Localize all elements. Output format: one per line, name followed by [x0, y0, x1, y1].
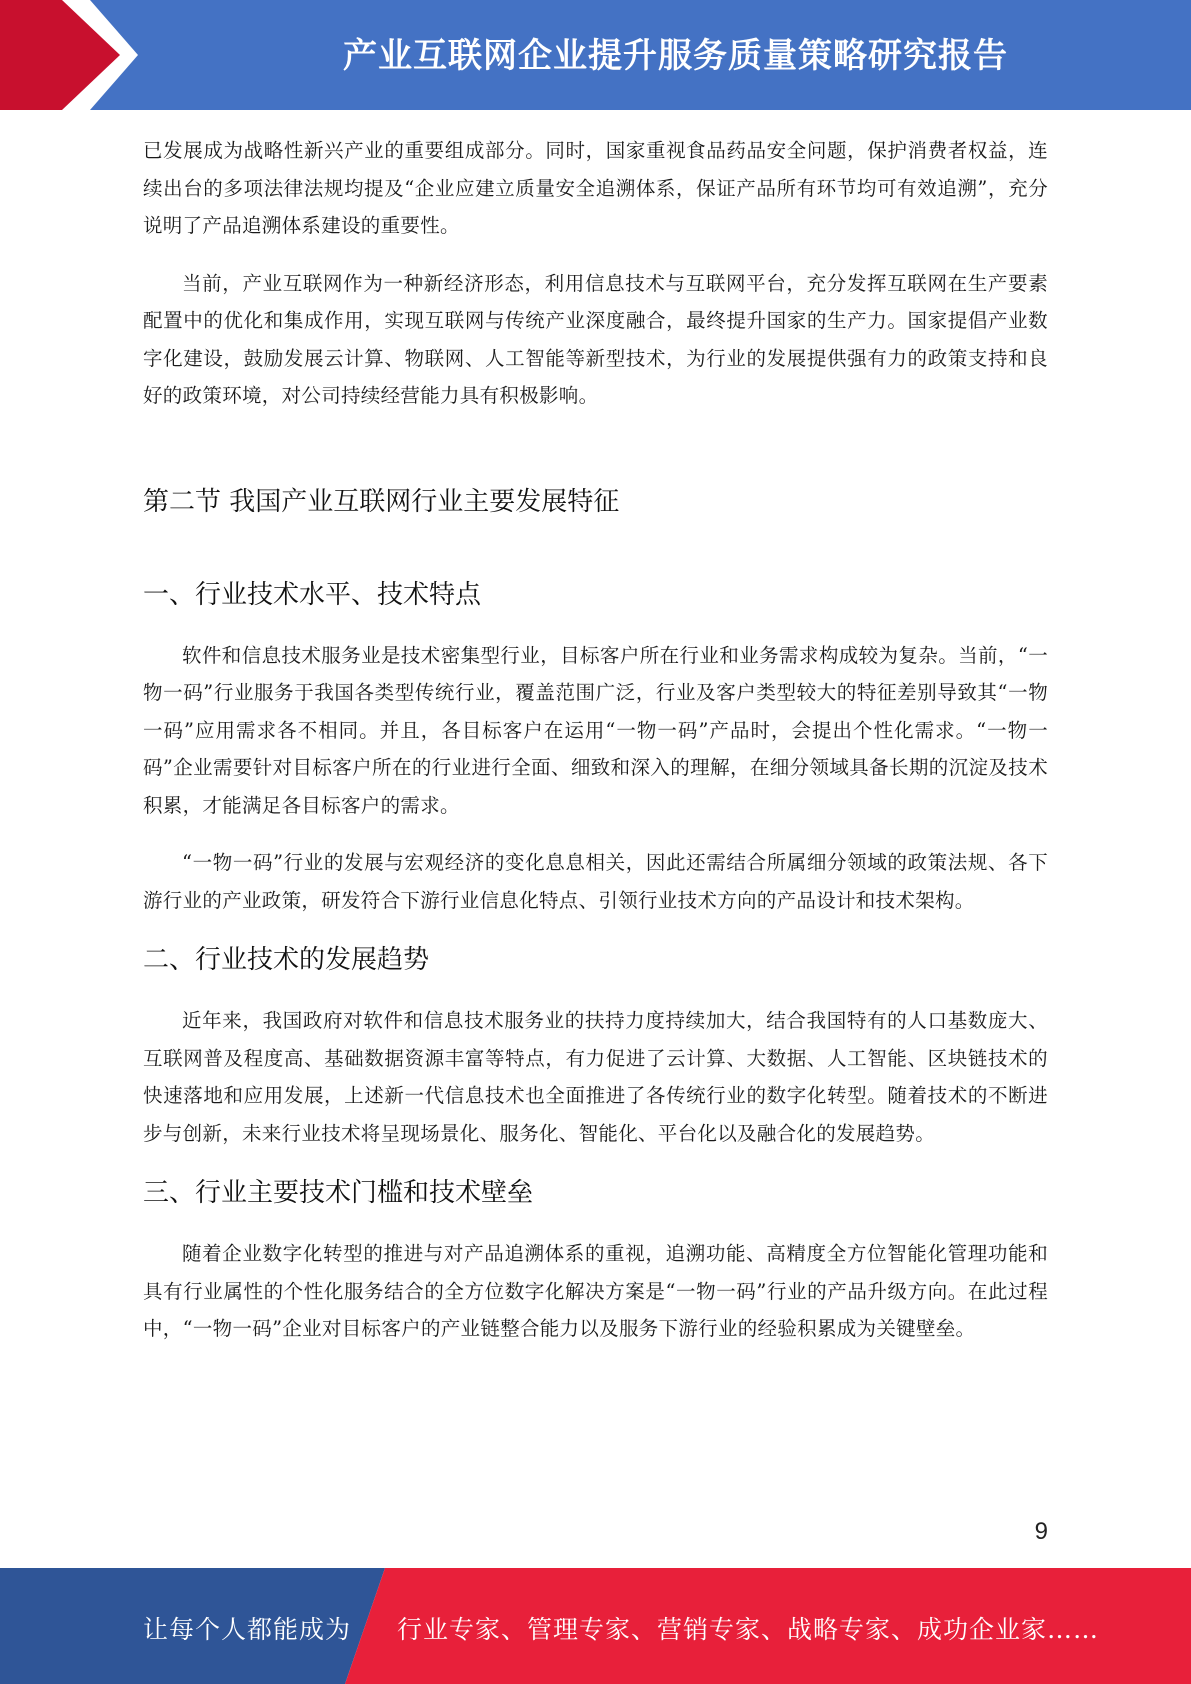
subsection-title-3: 三、行业主要技术门槛和技术壁垒	[143, 1178, 534, 1208]
page-footer	[0, 1568, 1191, 1684]
subsection-title-2: 二、行业技术的发展趋势	[143, 945, 430, 975]
footer-slogan-right: 行业专家、管理专家、营销专家、战略专家、成功企业家……	[397, 1615, 1100, 1644]
page-number: 9	[1034, 1518, 1048, 1545]
paragraph-intro-2: 当前，产业互联网作为一种新经济形态，利用信息技术与互联网平台，充分发挥互联网在生产要素配置中的优化和集成作用，实现互联网与传统产业深度融合，最终提升国家的生产力。国家提倡产业数字化建设，鼓励发展云计算、物联网、人工智能等新型技术，为行业的发展提供强有力的政策支持和良好的政策环境，对公司持续经营能力具有积极影响。	[143, 271, 1048, 407]
paragraph-intro-1: 已发展成为战略性新兴产业的重要组成部分。同时，国家重视食品药品安全问题，保护消费者权益，连续出台的多项法律法规均提及“企业应建立质量安全追溯体系，保证产品所有环节均可有效追溯”，充分说明了产品追溯体系建设的重要性。	[143, 139, 1048, 237]
subsection-1-paragraph-1: 软件和信息技术服务业是技术密集型行业，目标客户所在行业和业务需求构成较为复杂。当前，“一物一码”行业服务于我国各类型传统行业，覆盖范围广泛，行业及客户类型较大的特征差别导致其“一物一码”应用需求各不相同。并且，各目标客户在运用“一物一码”产品时，会提出个性化需求。“一物一码”企业需要针对目标客户所在的行业进行全面、细致和深入的理解，在细分领域具备长期的沉淀及技术积累，才能满足各目标客户的需求。	[143, 643, 1048, 817]
document-body	[143, 132, 1048, 1368]
subsection-title-1: 一、行业技术水平、技术特点	[143, 579, 482, 610]
subsection-2-paragraph-1: 近年来，我国政府对软件和信息技术服务业的扶持力度持续加大，结合我国特有的人口基数庞大、互联网普及程度高、基础数据资源丰富等特点，有力促进了云计算、大数据、人工智能、区块链技术的快速落地和应用发展，上述新一代信息技术也全面推进了各传统行业的数字化转型。随着技术的不断进步与创新，未来行业技术将呈现场景化、服务化、智能化、平台化以及融合化的发展趋势。	[143, 1009, 1048, 1145]
section-title: 第二节 我国产业互联网行业主要发展特征	[143, 486, 620, 517]
page-header	[0, 0, 1191, 110]
document-title: 产业互联网企业提升服务质量策略研究报告	[343, 36, 1008, 76]
header-arrow-decoration	[0, 0, 160, 110]
subsection-3-paragraph-1: 随着企业数字化转型的推进与对产品追溯体系的重视，追溯功能、高精度全方位智能化管理功能和具有行业属性的个性化服务结合的全方位数字化解决方案是“一物一码”行业的产品升级方向。在此过程中，“一物一码”企业对目标客户的产业链整合能力以及服务下游行业的经验积累成为关键壁垒。	[143, 1242, 1048, 1340]
subsection-1-paragraph-2: “一物一码”行业的发展与宏观经济的变化息息相关，因此还需结合所属细分领域的政策法规、各下游行业的产业政策，研发符合下游行业信息化特点、引领行业技术方向的产品设计和技术架构。	[143, 851, 1048, 912]
footer-slogan-left: 让每个人都能成为	[143, 1615, 352, 1644]
